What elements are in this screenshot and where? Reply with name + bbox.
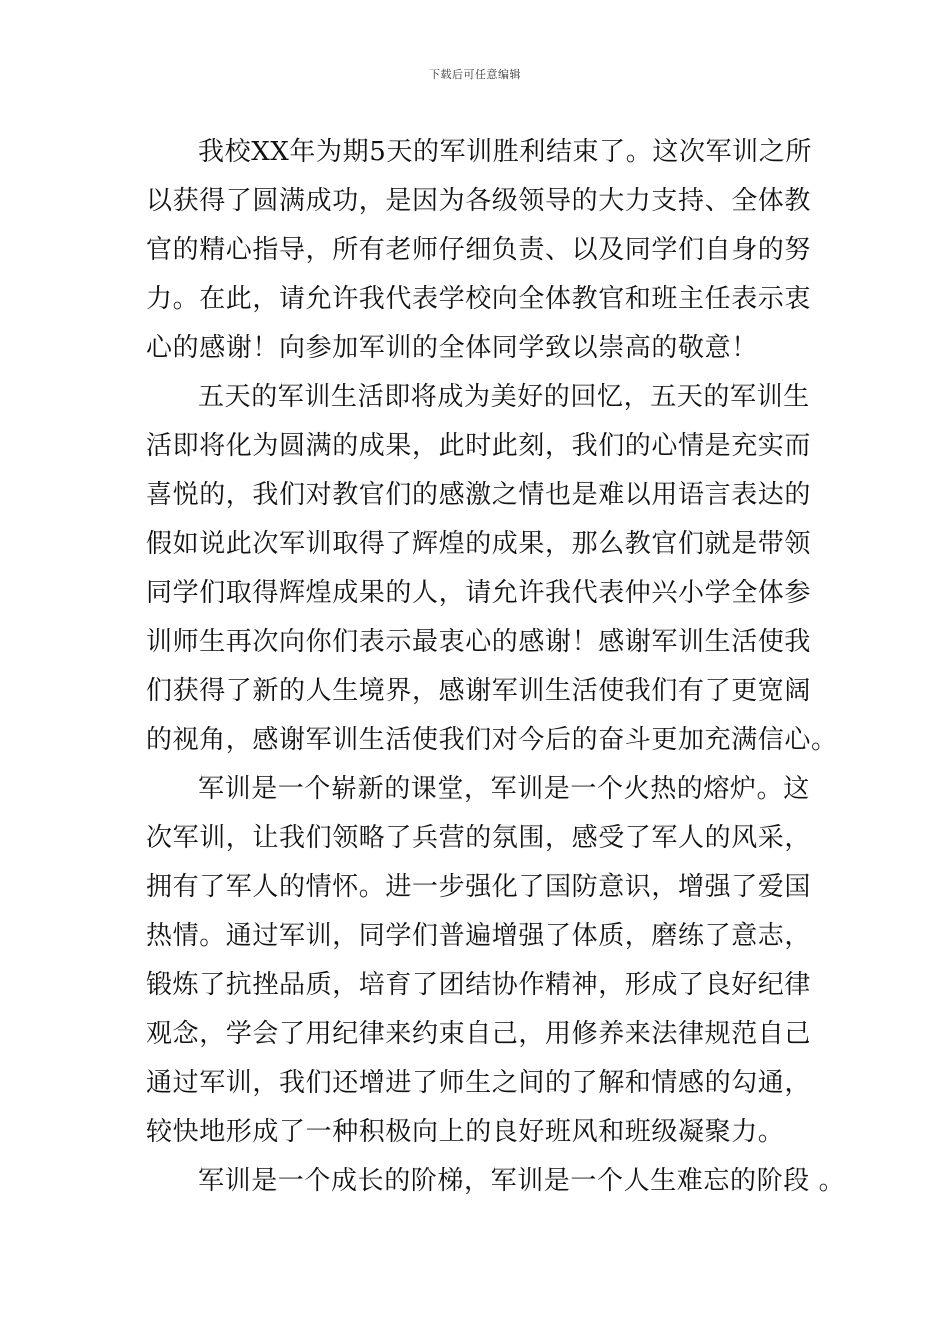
text-line: 锻炼了抗挫品质，培育了团结协作精神，形成了良好纪律 (146, 970, 812, 1000)
text-line: 们获得了新的人生境界，感谢军训生活使我们有了更宽阔 (146, 676, 812, 706)
text-line: 军训是一个崭新的课堂，军训是一个火热的熔炉。这 (198, 774, 810, 804)
paragraph-4 (146, 1157, 846, 1206)
body-text (146, 128, 846, 1206)
text-line: 次军训，让我们领略了兵营的氛围，感受了军人的风采， (146, 823, 812, 853)
text-line: 军训是一个成长的阶梯，军训是一个人生难忘的阶段 。 (198, 1166, 846, 1196)
paragraph-3 (146, 765, 826, 1157)
text-line: 同学们取得辉煌成果的人，请允许我代表仲兴小学全体参 (146, 578, 812, 608)
text-line: 心的感谢！向参加军训的全体同学致以崇高的敬意！ (146, 333, 758, 363)
header-note: 下载后可任意编辑 (429, 68, 521, 81)
text-line: 训师生再次向你们表示最衷心的感谢！感谢军训生活使我 (146, 627, 812, 657)
text-line: 我校XX年为期5天的军训胜利结束了。这次军训之所 (198, 137, 812, 167)
text-line: 拥有了军人的情怀。进一步强化了国防意识，增强了爱国 (146, 872, 812, 902)
text-line: 五天的军训生活即将成为美好的回忆，五天的军训生 (198, 382, 810, 412)
text-line: 热情。通过军训，同学们普遍增强了体质，磨练了意志， (146, 921, 812, 951)
text-line: 的视角，感谢军训生活使我们对今后的奋斗更加充满信心。 (146, 725, 838, 755)
text-line: 假如说此次军训取得了辉煌的成果，那么教官们就是带领 (146, 529, 812, 559)
text-line: 较快地形成了一种积极向上的良好班风和班级凝聚力。 (146, 1117, 785, 1147)
text-line: 喜悦的，我们对教官们的感激之情也是难以用语言表达的 (146, 480, 812, 510)
text-line: 力。在此，请允许我代表学校向全体教官和班主任表示衷 (146, 284, 812, 314)
paragraph-1 (146, 128, 826, 373)
text-line: 官的精心指导，所有老师仔细负责、以及同学们自身的努 (146, 235, 812, 265)
text-line: 观念，学会了用纪律来约束自己，用修养来法律规范自己 (146, 1019, 812, 1049)
text-line: 活即将化为圆满的成果，此时此刻，我们的心情是充实而 (146, 431, 812, 461)
paragraph-2 (146, 373, 838, 765)
text-line: 以获得了圆满成功，是因为各级领导的大力支持、全体教 (146, 186, 812, 216)
text-line: 通过军训，我们还增进了师生之间的了解和情感的勾通， (146, 1068, 812, 1098)
